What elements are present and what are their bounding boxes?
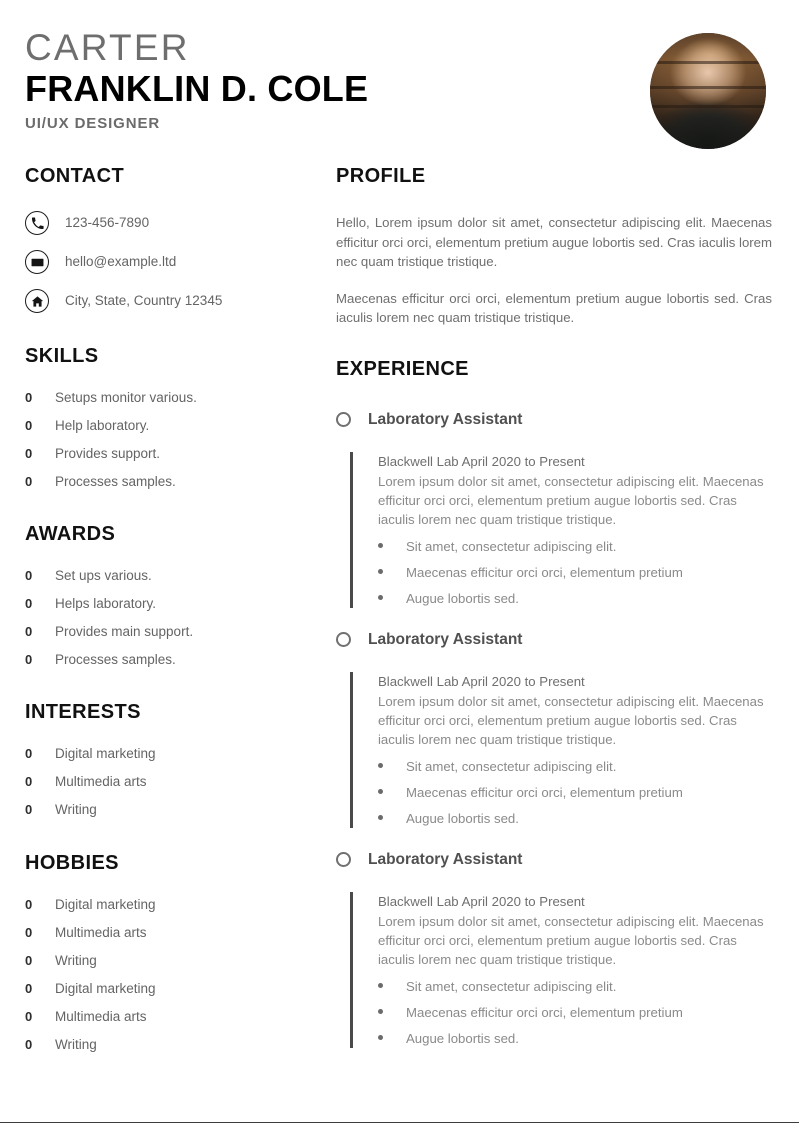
list-item bbox=[25, 623, 315, 640]
list-bullet-icon: 0 bbox=[25, 446, 33, 461]
section-contact bbox=[25, 163, 315, 313]
list-item bbox=[25, 773, 315, 790]
experience-point bbox=[378, 758, 772, 776]
list-bullet-icon: 0 bbox=[25, 474, 33, 489]
list-item-label: Provides main support. bbox=[55, 624, 194, 639]
bullet-dot-icon bbox=[378, 569, 383, 574]
contact-row-address[interactable] bbox=[25, 289, 315, 313]
list-bullet-icon: 0 bbox=[25, 652, 33, 667]
list-bullet-icon: 0 bbox=[25, 390, 33, 405]
interests-list bbox=[25, 745, 315, 818]
list-item-label: Help laboratory. bbox=[55, 418, 150, 433]
hobbies-list bbox=[25, 896, 315, 1053]
experience-role: Laboratory Assistant bbox=[368, 410, 523, 428]
section-hobbies bbox=[25, 850, 315, 1053]
bullet-dot-icon bbox=[378, 1035, 383, 1040]
experience-point-label: Sit amet, consectetur adipiscing elit. bbox=[406, 978, 617, 994]
email-icon bbox=[25, 250, 49, 274]
experience-points bbox=[378, 978, 772, 1048]
section-skills bbox=[25, 343, 315, 490]
list-item-label: Writing bbox=[55, 1037, 97, 1052]
list-bullet-icon: 0 bbox=[25, 568, 33, 583]
experience-description: Lorem ipsum dolor sit amet, consectetur adipiscing elit. Maecenas efficitur orci orci, elementum pretium augue lobortis sed. Cras iaculis lorem nec quam tristique tristique. bbox=[378, 693, 764, 747]
contact-value-email: hello@example.ltd bbox=[65, 254, 177, 269]
home-icon bbox=[25, 289, 49, 313]
skills-list bbox=[25, 389, 315, 490]
list-item-label: Writing bbox=[55, 802, 97, 817]
section-title-contact: CONTACT bbox=[25, 165, 125, 187]
page-title: FRANKLIN D. COLE bbox=[25, 68, 369, 109]
bullet-dot-icon bbox=[378, 983, 383, 988]
section-experience bbox=[336, 356, 772, 1048]
experience-company: Blackwell Lab April 2020 to Present bbox=[378, 893, 585, 909]
name-block bbox=[25, 26, 368, 134]
experience-entry-header bbox=[336, 410, 772, 430]
list-item-label: Helps laboratory. bbox=[55, 596, 157, 611]
phone-icon bbox=[25, 211, 49, 235]
list-item-label: Processes samples. bbox=[55, 652, 176, 667]
experience-point-label: Augue lobortis sed. bbox=[406, 1030, 519, 1046]
avatar bbox=[650, 33, 766, 149]
experience-point-label: Maecenas efficitur orci orci, elementum pretium bbox=[406, 1004, 683, 1020]
job-title: UI/UX DESIGNER bbox=[25, 115, 161, 132]
list-bullet-icon: 0 bbox=[25, 596, 33, 611]
bullet-dot-icon bbox=[378, 543, 383, 548]
contact-list bbox=[25, 211, 315, 313]
experience-entry bbox=[336, 630, 772, 828]
experience-entry-body bbox=[350, 452, 772, 608]
section-awards bbox=[25, 521, 315, 668]
circle-marker-icon bbox=[336, 412, 351, 427]
experience-point bbox=[378, 784, 772, 802]
experience-description: Lorem ipsum dolor sit amet, consectetur adipiscing elit. Maecenas efficitur orci orci, elementum pretium augue lobortis sed. Cras iaculis lorem nec quam tristique tristique. bbox=[378, 473, 764, 527]
experience-description: Lorem ipsum dolor sit amet, consectetur adipiscing elit. Maecenas efficitur orci orci, elementum pretium augue lobortis sed. Cras iaculis lorem nec quam tristique tristique. bbox=[378, 913, 764, 967]
main-column bbox=[336, 163, 772, 1048]
list-item bbox=[25, 801, 315, 818]
bullet-dot-icon bbox=[378, 789, 383, 794]
experience-point bbox=[378, 810, 772, 828]
section-title-skills: SKILLS bbox=[25, 345, 99, 367]
experience-point-label: Maecenas efficitur orci orci, elementum pretium bbox=[406, 564, 683, 580]
experience-list bbox=[336, 410, 772, 1048]
list-item bbox=[25, 445, 315, 462]
list-bullet-icon: 0 bbox=[25, 774, 33, 789]
bullet-dot-icon bbox=[378, 1009, 383, 1014]
section-title-interests: INTERESTS bbox=[25, 701, 141, 723]
list-item-label: Writing bbox=[55, 953, 97, 968]
list-item bbox=[25, 1008, 315, 1025]
section-title-awards: AWARDS bbox=[25, 523, 116, 545]
contact-value-phone: 123-456-7890 bbox=[65, 215, 150, 230]
list-item bbox=[25, 924, 315, 941]
experience-company: Blackwell Lab April 2020 to Present bbox=[378, 453, 585, 469]
list-bullet-icon: 0 bbox=[25, 418, 33, 433]
contact-row-email[interactable] bbox=[25, 250, 315, 274]
list-bullet-icon: 0 bbox=[25, 802, 33, 817]
list-item bbox=[25, 473, 315, 490]
section-interests bbox=[25, 699, 315, 818]
experience-points bbox=[378, 758, 772, 828]
list-item bbox=[25, 745, 315, 762]
list-bullet-icon: 0 bbox=[25, 1037, 33, 1052]
list-item bbox=[25, 952, 315, 969]
contact-value-address: City, State, Country 12345 bbox=[65, 293, 223, 308]
experience-point-label: Augue lobortis sed. bbox=[406, 810, 519, 826]
experience-point bbox=[378, 564, 772, 582]
list-item-label: Multimedia arts bbox=[55, 1009, 147, 1024]
experience-point bbox=[378, 538, 772, 556]
resume-header bbox=[25, 26, 770, 146]
experience-company: Blackwell Lab April 2020 to Present bbox=[378, 673, 585, 689]
list-item-label: Set ups various. bbox=[55, 568, 152, 583]
experience-point-label: Sit amet, consectetur adipiscing elit. bbox=[406, 758, 617, 774]
list-bullet-icon: 0 bbox=[25, 925, 33, 940]
experience-point-label: Augue lobortis sed. bbox=[406, 590, 519, 606]
list-bullet-icon: 0 bbox=[25, 624, 33, 639]
contact-row-phone[interactable] bbox=[25, 211, 315, 235]
section-profile bbox=[336, 163, 772, 328]
list-item bbox=[25, 567, 315, 584]
profile-paragraph: Maecenas efficitur orci orci, elementum pretium augue lobortis sed. Cras iaculis lorem nec quam tristique tristique. bbox=[336, 290, 772, 325]
list-bullet-icon: 0 bbox=[25, 1009, 33, 1024]
list-item bbox=[25, 896, 315, 913]
awards-list bbox=[25, 567, 315, 668]
circle-marker-icon bbox=[336, 852, 351, 867]
list-bullet-icon: 0 bbox=[25, 981, 33, 996]
list-item-label: Processes samples. bbox=[55, 474, 176, 489]
experience-role: Laboratory Assistant bbox=[368, 630, 523, 648]
list-bullet-icon: 0 bbox=[25, 897, 33, 912]
experience-point bbox=[378, 590, 772, 608]
profile-paragraph: Hello, Lorem ipsum dolor sit amet, consectetur adipiscing elit. Maecenas efficitur orci orci, elementum pretium augue lobortis sed. Cras iaculis lorem nec quam tristique tristique. bbox=[336, 215, 772, 269]
experience-role: Laboratory Assistant bbox=[368, 850, 523, 868]
experience-point-label: Maecenas efficitur orci orci, elementum pretium bbox=[406, 784, 683, 800]
experience-entry bbox=[336, 410, 772, 608]
experience-point bbox=[378, 1004, 772, 1022]
sidebar-column bbox=[25, 163, 315, 1064]
section-title-profile: PROFILE bbox=[336, 165, 426, 187]
bullet-dot-icon bbox=[378, 815, 383, 820]
experience-entry-body bbox=[350, 892, 772, 1048]
list-item bbox=[25, 417, 315, 434]
circle-marker-icon bbox=[336, 632, 351, 647]
experience-entry bbox=[336, 850, 772, 1048]
list-item-label: Setups monitor various. bbox=[55, 390, 197, 405]
list-item bbox=[25, 1036, 315, 1053]
profile-body bbox=[336, 213, 772, 328]
section-title-experience: EXPERIENCE bbox=[336, 357, 469, 380]
experience-entry-header bbox=[336, 850, 772, 870]
avatar-vignette bbox=[650, 33, 766, 149]
experience-entry-header bbox=[336, 630, 772, 650]
list-item bbox=[25, 651, 315, 668]
list-bullet-icon: 0 bbox=[25, 746, 33, 761]
footer-divider bbox=[0, 1122, 799, 1124]
experience-point bbox=[378, 1030, 772, 1048]
list-item-label: Digital marketing bbox=[55, 981, 156, 996]
list-item bbox=[25, 980, 315, 997]
bullet-dot-icon bbox=[378, 595, 383, 600]
experience-entry-body bbox=[350, 672, 772, 828]
bullet-dot-icon bbox=[378, 763, 383, 768]
list-item bbox=[25, 595, 315, 612]
experience-points bbox=[378, 538, 772, 608]
section-title-hobbies: HOBBIES bbox=[25, 852, 119, 874]
experience-point bbox=[378, 978, 772, 996]
list-item-label: Digital marketing bbox=[55, 897, 156, 912]
list-bullet-icon: 0 bbox=[25, 953, 33, 968]
list-item-label: Multimedia arts bbox=[55, 925, 147, 940]
experience-point-label: Sit amet, consectetur adipiscing elit. bbox=[406, 538, 617, 554]
list-item-label: Multimedia arts bbox=[55, 774, 147, 789]
list-item-label: Digital marketing bbox=[55, 746, 156, 761]
first-name: CARTER bbox=[25, 27, 190, 68]
list-item bbox=[25, 389, 315, 406]
list-item-label: Provides support. bbox=[55, 446, 161, 461]
